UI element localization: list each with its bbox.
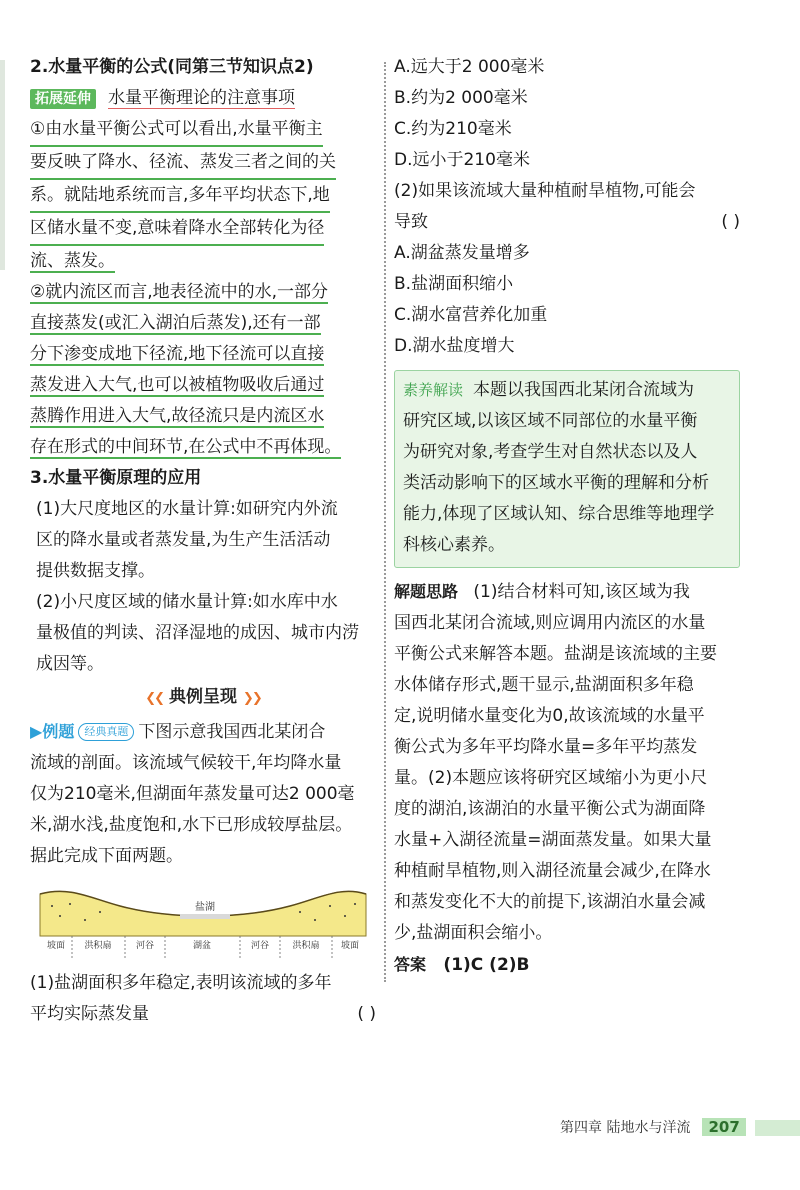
play-icon: ▶ bbox=[30, 722, 43, 741]
heading-application: 3.水量平衡原理的应用 bbox=[30, 468, 202, 488]
solve-line: 种植耐旱植物,则入湖径流量会减少,在降水 bbox=[394, 861, 711, 881]
p1-line: 流、蒸发。 bbox=[30, 251, 115, 271]
page-number: 207 bbox=[702, 1118, 745, 1136]
q1-stem-end: 平均实际蒸发量 bbox=[30, 1004, 149, 1024]
literacy-header bbox=[403, 375, 731, 406]
q2-option: A.湖盆蒸发量增多 bbox=[394, 243, 530, 263]
answer-text: (1)C (2)B bbox=[443, 955, 530, 975]
solve-header bbox=[394, 576, 740, 608]
literacy-line: 研究区域,以该区域不同部位的水量平衡 bbox=[403, 411, 698, 431]
literacy-line: 为研究对象,考查学生对自然状态以及人 bbox=[403, 442, 698, 462]
page-edge-marker bbox=[0, 60, 5, 270]
lake-label: 盐湖 bbox=[195, 902, 215, 913]
extend-title: 水量平衡理论的注意事项 bbox=[108, 88, 295, 108]
extend-tag: 拓展延伸 bbox=[30, 89, 96, 109]
solve-line: 平衡公式来解答本题。盐湖是该流域的主要 bbox=[394, 644, 717, 664]
extend-header bbox=[30, 83, 376, 114]
zone-label: 洪积扇 bbox=[84, 941, 112, 951]
answer-row bbox=[394, 949, 740, 981]
column-divider bbox=[384, 62, 386, 982]
solve-line: 少,盐湖面积会缩小。 bbox=[394, 923, 553, 943]
q2-option: D.湖水盐度增大 bbox=[394, 336, 515, 356]
q2-option: B.盐湖面积缩小 bbox=[394, 274, 514, 294]
q2-option: C.湖水富营养化加重 bbox=[394, 305, 548, 325]
app2-line: 量极值的判读、沼泽湿地的成因、城市内涝 bbox=[36, 623, 359, 643]
solve-line: 水量+入湖径流量=湖面蒸发量。如果大量 bbox=[394, 830, 712, 850]
application-1 bbox=[30, 494, 376, 587]
p2-line: 存在形式的中间环节,在公式中不再体现。 bbox=[30, 437, 342, 457]
answer-label: 答案 bbox=[394, 955, 427, 974]
app1-line: 区的降水量或者蒸发量,为生产生活活动 bbox=[36, 530, 331, 550]
answer-paren: ( ) bbox=[721, 212, 740, 232]
q2-stem-end: 导致 bbox=[394, 212, 428, 232]
answer-paren: ( ) bbox=[357, 1004, 376, 1024]
literacy-line: 科核心素养。 bbox=[403, 535, 505, 555]
app2-line: (2)小尺度区域的储水量计算:如水库中水 bbox=[36, 592, 338, 612]
q1-line: (1)盐湖面积多年稳定,表明该流域的多年 bbox=[30, 973, 332, 993]
example-first: 下图示意我国西北某闭合 bbox=[138, 722, 326, 742]
left-column bbox=[30, 52, 376, 1030]
basin-profile-diagram bbox=[30, 876, 376, 962]
solve-first: (1)结合材料可知,该区域为我 bbox=[473, 582, 690, 602]
zone-label: 坡面 bbox=[46, 941, 66, 951]
example-line: 米,湖水浅,盐度饱和,水下已形成较厚盐层。 bbox=[30, 815, 353, 835]
example-line: 仅为210毫米,但湖面年蒸发量可达2 000毫 bbox=[30, 784, 355, 804]
p1-line: 系。就陆地系统而言,多年平均状态下,地 bbox=[30, 180, 330, 213]
solve-line: 定,说明储水量变化为0,故该流域的水量平 bbox=[394, 706, 705, 726]
p2-line: 蒸腾作用进入大气,故径流只是内流区水 bbox=[30, 406, 325, 426]
application-2 bbox=[30, 587, 376, 680]
q1-line-2 bbox=[30, 999, 376, 1030]
app1-line: 提供数据支撑。 bbox=[36, 561, 155, 581]
q1-option: A.远大于2 000毫米 bbox=[394, 57, 545, 77]
solve-line: 量。(2)本题应该将研究区域缩小为更小尺 bbox=[394, 768, 708, 788]
classic-tag: 经典真题 bbox=[78, 723, 134, 741]
heading-balance-formula: 2.水量平衡的公式(同第三节知识点2) bbox=[30, 57, 314, 77]
solve-tag: 解题思路 bbox=[394, 582, 459, 601]
example-line: 流域的剖面。该流域气候较干,年均降水量 bbox=[30, 753, 342, 773]
zone-label: 湖盆 bbox=[192, 941, 212, 951]
chapter-title: 第四章 陆地水与洋流 bbox=[560, 1120, 691, 1136]
salt-lake-water bbox=[180, 914, 230, 919]
section-title bbox=[30, 680, 376, 716]
section-title-text: 典例呈现 bbox=[169, 687, 237, 707]
literacy-tag: 素养解读 bbox=[403, 381, 464, 399]
zone-label: 坡面 bbox=[340, 941, 360, 951]
extend-paragraph-2 bbox=[30, 277, 376, 463]
solve-line: 国西北某闭合流域,则应调用内流区的水量 bbox=[394, 613, 706, 633]
solve-line: 衡公式为多年平均降水量=多年平均蒸发 bbox=[394, 737, 698, 757]
app1-line: (1)大尺度地区的水量计算:如研究内外流 bbox=[36, 499, 338, 519]
p1-line: 区储水量不变,意味着降水全部转化为径 bbox=[30, 213, 324, 246]
q1-option: D.远小于210毫米 bbox=[394, 150, 530, 170]
zone-label: 洪积扇 bbox=[292, 941, 320, 951]
p1-line: 要反映了降水、径流、蒸发三者之间的关 bbox=[30, 147, 336, 180]
zone-label: 河谷 bbox=[135, 941, 155, 951]
footer-band bbox=[755, 1120, 800, 1136]
chevron-left-icon: ❮❮ bbox=[145, 691, 164, 706]
q2-line-2 bbox=[394, 207, 740, 238]
example-line: 据此完成下面两题。 bbox=[30, 846, 183, 866]
p2-line: 蒸发进入大气,也可以被植物吸收后通过 bbox=[30, 375, 325, 395]
literacy-line: 能力,体现了区域认知、综合思维等地理学 bbox=[403, 504, 715, 524]
literacy-line: 类活动影响下的区域水平衡的理解和分析 bbox=[403, 473, 709, 493]
p2-line: 分下渗变成地下径流,地下径流可以直接 bbox=[30, 344, 325, 364]
zone-label: 河谷 bbox=[250, 941, 270, 951]
example-header bbox=[30, 716, 376, 748]
example-tag: 例题 bbox=[42, 722, 75, 741]
literacy-box bbox=[394, 370, 740, 568]
q1-option: B.约为2 000毫米 bbox=[394, 88, 528, 108]
chevron-right-icon: ❯❯ bbox=[242, 691, 261, 706]
p2-line: ②就内流区而言,地表径流中的水,一部分 bbox=[30, 282, 329, 302]
solve-line: 水体储存形式,题干显示,盐湖面积多年稳 bbox=[394, 675, 694, 695]
solve-line: 和蒸发变化不大的前提下,该湖泊水量会减 bbox=[394, 892, 706, 912]
q1-option: C.约为210毫米 bbox=[394, 119, 512, 139]
solve-line: 度的湖泊,该湖泊的水量平衡公式为湖面降 bbox=[394, 799, 706, 819]
app2-line: 成因等。 bbox=[36, 654, 104, 674]
literacy-first: 本题以我国西北某闭合流域为 bbox=[473, 380, 695, 400]
p1-line: ①由水量平衡公式可以看出,水量平衡主 bbox=[30, 114, 323, 147]
page-footer bbox=[560, 1117, 746, 1137]
p2-line: 直接蒸发(或汇入湖泊后蒸发),还有一部 bbox=[30, 313, 321, 333]
q2-line: (2)如果该流域大量种植耐旱植物,可能会 bbox=[394, 181, 696, 201]
right-column bbox=[394, 52, 740, 981]
extend-paragraph-1 bbox=[30, 114, 376, 277]
